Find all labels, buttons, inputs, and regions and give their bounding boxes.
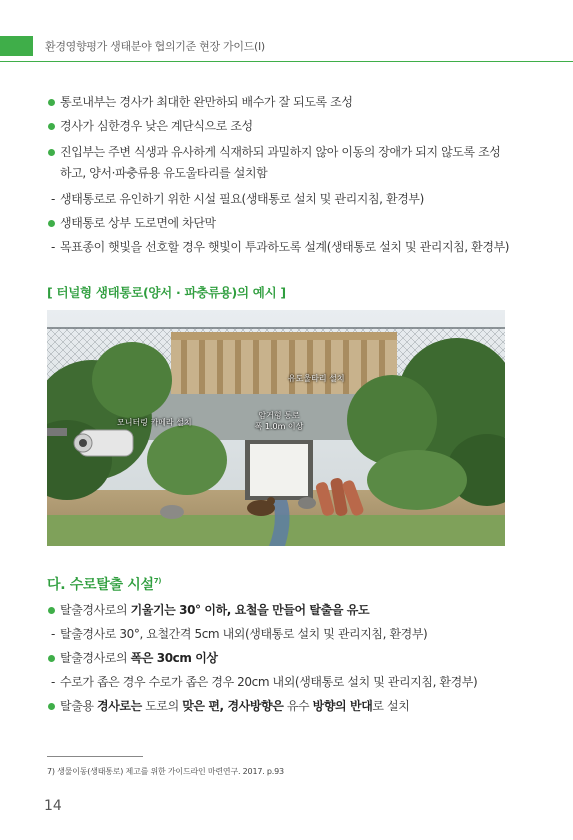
label-culvert-line1: 암거형 통로 — [258, 411, 300, 420]
sub-item — [47, 239, 517, 256]
bullet-bold-text: 방향의 반대 — [312, 699, 373, 713]
bullet-bold-text: 경사로는 — [97, 699, 142, 713]
figure-caption: [ 터널형 생태통로(양서 · 파충류용)의 예시 ] — [47, 285, 286, 300]
section-title-text: 다. 수로탈출 시설 — [47, 577, 154, 593]
sub-item — [47, 674, 517, 691]
guide-fence — [171, 332, 397, 394]
bullet-dot-icon — [48, 149, 55, 156]
bullet-list-top — [47, 94, 517, 263]
section-title — [47, 574, 161, 594]
bullet-text-line: 진입부는 주변 식생과 유사하게 식재하되 과밀하지 않아 이동의 장애가 되지 않도록 조성 — [60, 145, 501, 159]
sub-text: 탈출경사로 30°, 요철간격 5cm 내외(생태통로 설치 및 관리지침, 환경부) — [60, 627, 428, 641]
dash-marker: - — [51, 240, 55, 254]
label-culvert-line2: 폭 1.0m 이상 — [254, 422, 304, 431]
bullet-text: 탈출경사로의 — [60, 603, 131, 617]
dash-marker: - — [51, 192, 55, 206]
footnote-rule — [47, 756, 143, 757]
bullet-text: 도로의 — [141, 699, 183, 713]
bullet-text: 경사가 심한경우 낮은 계단식으로 조성 — [60, 119, 253, 133]
bullet-dot-icon — [48, 123, 55, 130]
header-green-tab — [0, 36, 33, 56]
bullet-dot-icon — [48, 220, 55, 227]
running-header-title: 환경영향평가 생태분야 협의기준 현장 가이드(Ⅰ) — [45, 40, 265, 53]
list-item — [47, 118, 517, 135]
sub-text: 목표종이 햇빛을 선호할 경우 햇빛이 투과하도록 설계(생태통로 설치 및 관리지침, 환경부) — [60, 240, 510, 254]
footnote: 7) 생물이동(생태통로) 제고를 위한 가이드라인 마련연구. 2017. p.93 — [47, 767, 284, 776]
sub-item — [47, 191, 517, 208]
footnote-ref: 7) — [153, 577, 162, 585]
label-guide-fence: 유도울타리 설치 — [288, 374, 345, 383]
sub-text: 생태통로로 유인하기 위한 시설 필요(생태통로 설치 및 관리지침, 환경부) — [60, 192, 424, 206]
bullet-bold-text: 기울기는 30° 이하, 요철을 만들어 탈출을 유도 — [130, 603, 370, 617]
bullet-text: 유수 — [283, 699, 313, 713]
dash-marker: - — [51, 627, 55, 641]
bullet-dot-icon — [48, 703, 55, 710]
bullet-text: 통로내부는 경사가 최대한 완만하되 배수가 잘 되도록 조성 — [60, 95, 353, 109]
page-number: 14 — [44, 798, 62, 814]
bullet-dot-icon — [48, 99, 55, 106]
dash-marker: - — [51, 675, 55, 689]
bullet-text: 생태통로 상부 도로면에 차단막 — [60, 216, 216, 230]
bullet-dot-icon — [48, 607, 55, 614]
list-item — [47, 650, 517, 667]
list-item — [47, 698, 517, 715]
tunnel-ecopassage-illustration — [47, 310, 505, 546]
list-item — [47, 142, 517, 184]
header-rule — [0, 61, 573, 62]
bullet-list-bottom — [47, 602, 517, 722]
list-item — [47, 215, 517, 232]
label-culvert — [247, 410, 311, 432]
list-item — [47, 602, 517, 619]
bullet-dot-icon — [48, 655, 55, 662]
bullet-text-line: 하고, 양서·파충류용 유도울타리를 설치함 — [60, 166, 268, 180]
sub-text: 수로가 좁은 경우 수로가 좁은 경우 20cm 내외(생태통로 설치 및 관리지침, 환경부) — [60, 675, 478, 689]
bullet-text: 탈출경사로의 — [60, 651, 131, 665]
bullet-bold-text: 폭은 30cm 이상 — [130, 651, 218, 665]
sub-item — [47, 626, 517, 643]
label-monitoring-camera: 모니터링 카메라 설치 — [117, 418, 192, 427]
list-item — [47, 94, 517, 111]
culvert-tunnel — [245, 440, 313, 500]
bullet-text: 탈출용 — [60, 699, 97, 713]
bullet-text: 로 설치 — [372, 699, 410, 713]
bullet-bold-text: 맞은 편, 경사방향은 — [182, 699, 284, 713]
